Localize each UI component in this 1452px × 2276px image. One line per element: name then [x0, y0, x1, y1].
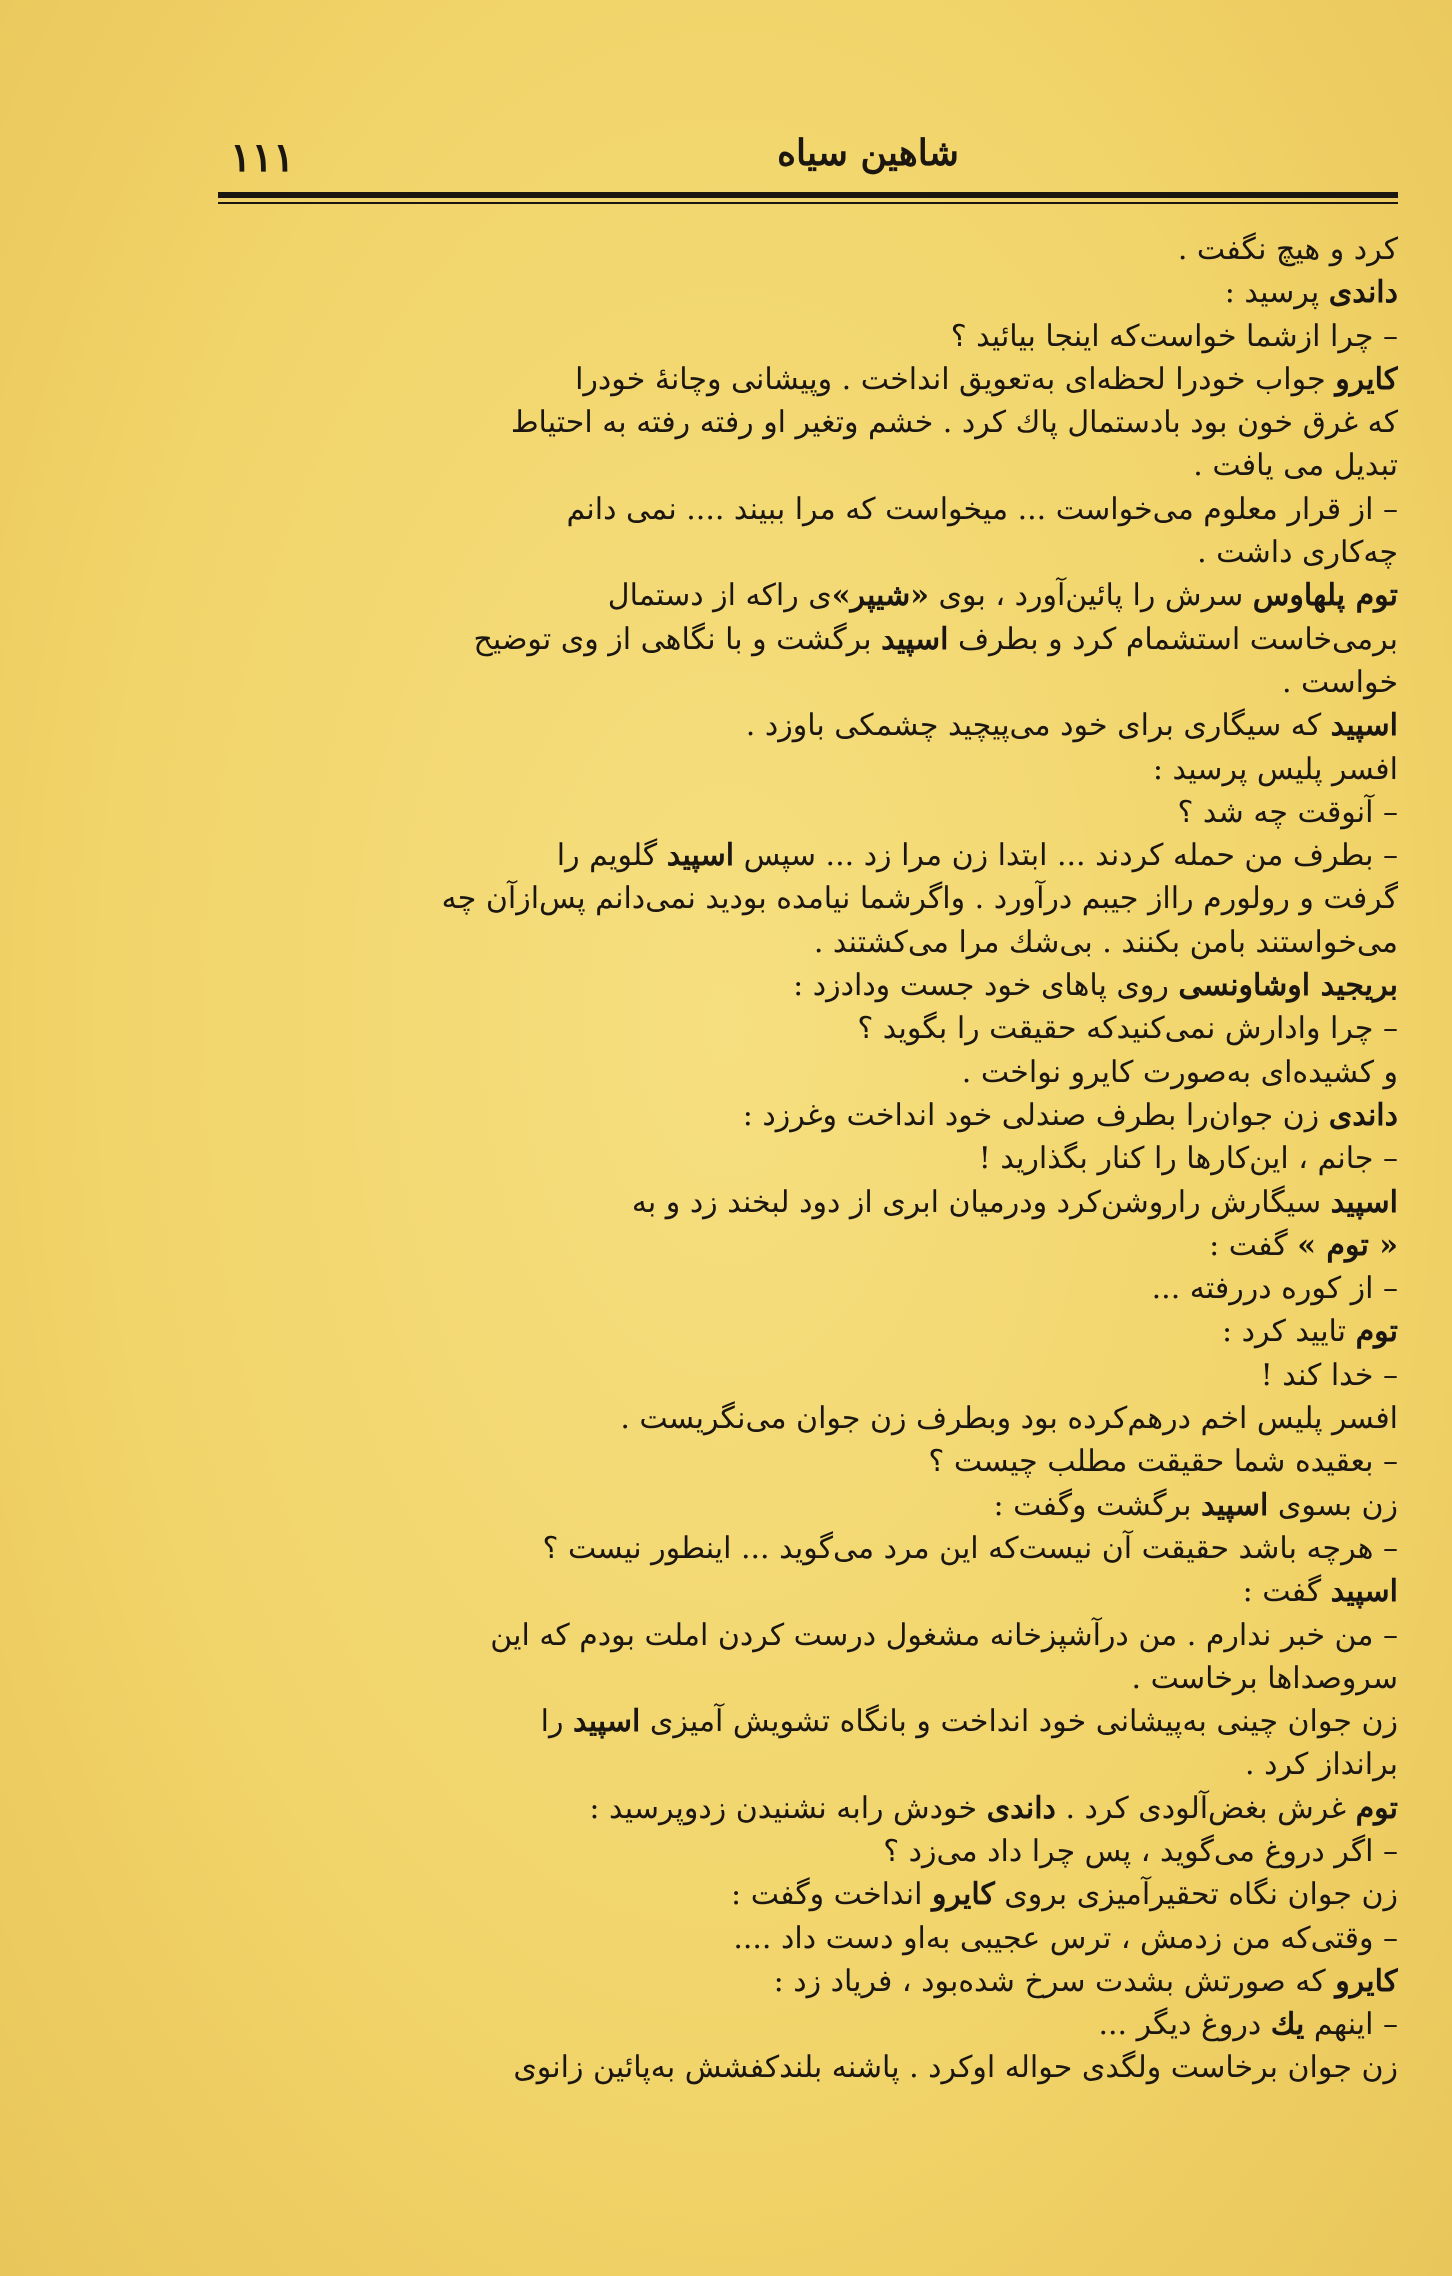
text-line: تبدیل می یافت .: [1193, 448, 1398, 484]
bold-name: توم پلهاوس: [1252, 578, 1398, 614]
bold-name: اسپید: [1330, 1574, 1398, 1610]
text-line: – از کوره دررفته ...: [1151, 1271, 1398, 1307]
text-line: – هرچه باشد حقیقت آن نیست‌که این مرد می‌گوید ... اینطور نیست ؟: [542, 1530, 1398, 1566]
text-line: داندی پرسید :: [1224, 275, 1398, 311]
text-line: و کشیده‌ای به‌صورت کایرو نواخت .: [961, 1054, 1398, 1090]
text-line: می‌خواستند بامن بکنند . بی‌شك مرا می‌کشتند .: [813, 924, 1398, 960]
bold-name: اسپید: [573, 1704, 641, 1740]
text-line: توم غرش بغض‌آلودی کرد . داندی خودش رابه نشنیدن زدوپرسید :: [589, 1790, 1398, 1826]
text-line: – وقتی‌که من زدمش ، ترس عجیبی به‌او دست داد ....: [733, 1920, 1398, 1956]
bold-name: توم: [1355, 1314, 1398, 1350]
text-line: زن بسوی اسپید برگشت وگفت :: [993, 1487, 1398, 1523]
text-line: زن جوان چینی به‌پیشانی خود انداخت و بانگاه تشویش آمیزی اسپید را: [540, 1704, 1398, 1740]
text-line: – از قرار معلوم می‌خواست ... میخواست که مرا ببیند .... نمی دانم: [566, 491, 1398, 527]
bold-name: داندی: [986, 1790, 1056, 1826]
text-line: – اینهم یك دروغ دیگر ...: [1098, 2007, 1398, 2043]
bold-name: یك: [1270, 2007, 1305, 2043]
bold-name: اسپید: [1330, 708, 1398, 744]
bold-name: کایرو: [931, 1877, 995, 1913]
text-line: – اگر دروغ می‌گوید ، پس چرا داد می‌زد ؟: [883, 1833, 1398, 1869]
text-line: توم پلهاوس سرش را پائین‌آورد ، بوی «شیپر»ی راکه از دستمال: [607, 578, 1398, 614]
bold-name: کایرو: [1335, 361, 1398, 397]
text-line: – خدا کند !: [1260, 1357, 1398, 1393]
text-line: چه‌کاری داشت .: [1197, 535, 1398, 571]
text-line: – آنوقت چه شد ؟: [1177, 794, 1398, 830]
text-line: برانداز کرد .: [1245, 1747, 1398, 1783]
text-line: زن جوان نگاه تحقیرآمیزی بروی کایرو انداخت وگفت :: [731, 1877, 1398, 1913]
bold-name: داندی: [1328, 1097, 1398, 1133]
header-rule-thin: [218, 202, 1398, 204]
text-line: که غرق خون بود بادستمال پاك كرد . خشم وتغیر او رفته رفته به احتیاط: [510, 405, 1398, 441]
running-title: شاهین سیاه: [777, 132, 959, 174]
bold-name: داندی: [1328, 275, 1398, 311]
text-line: زن جوان برخاست ولگدی حواله اوکرد . پاشنه بلندکفشش به‌پائین زانوی: [513, 2050, 1398, 2086]
body-text: [222, 228, 1398, 2090]
text-line: « توم » گفت :: [1209, 1227, 1398, 1263]
page-number: ۱۱۱: [230, 134, 295, 181]
text-line: توم تایید کرد :: [1222, 1314, 1398, 1350]
text-line: افسر پلیس پرسید :: [1152, 751, 1398, 787]
bold-name: کایرو: [1335, 1963, 1398, 1999]
text-line: – چرا وادارش نمی‌کنیدکه حقیقت را بگوید ؟: [857, 1011, 1398, 1047]
bold-name: «شیپر»: [831, 578, 929, 614]
text-line: اسپید گفت :: [1242, 1574, 1398, 1610]
header-rule: [218, 192, 1398, 198]
text-line: کایرو که صورتش بشدت سرخ شده‌بود ، فریاد زد :: [773, 1963, 1398, 1999]
text-line: – بعقیده شما حقیقت مطلب چیست ؟: [928, 1444, 1398, 1480]
bold-name: اسپید: [1330, 1184, 1398, 1220]
text-line: – بطرف من حمله کردند ... ابتدا زن مرا زد ... سپس اسپید گلویم را: [556, 838, 1398, 874]
text-line: برمی‌خاست استشمام كرد و بطرف اسپید برگشت و با نگاهی از وی توضیح: [473, 621, 1398, 657]
text-line: اسپید سیگارش راروشن‌کرد ودرمیان ابری از دود لبخند زد و به: [631, 1184, 1398, 1220]
text-line: – جانم ، این‌کارها را کنار بگذارید !: [978, 1141, 1398, 1177]
text-line: داندی زن جوان‌را بطرف صندلی خود انداخت وغرزد :: [742, 1097, 1398, 1133]
text-line: – چرا ازشما خواست‌که اینجا بیائید ؟: [950, 318, 1398, 354]
text-line: کایرو جواب خودرا لحظه‌ای به‌تعویق انداخت . وپیشانی وچانهٔ خودرا: [575, 361, 1398, 397]
bold-name: « توم »: [1297, 1227, 1398, 1263]
text-line: کرد و هیچ نگفت .: [1177, 232, 1398, 267]
bold-name: توم: [1355, 1790, 1398, 1826]
text-line: – من خبر ندارم . من درآشپزخانه مشغول درست کردن املت بودم که این: [490, 1617, 1398, 1653]
text-line: افسر پلیس اخم درهم‌کرده بود وبطرف زن جوان می‌نگریست .: [620, 1401, 1398, 1437]
page-header: [218, 128, 1398, 188]
text-line: سروصداها برخاست .: [1131, 1660, 1398, 1696]
text-line: بریجید اوشاونسی روی پاهای خود جست ودادزد :: [793, 968, 1398, 1004]
text-line: خواست .: [1281, 664, 1398, 700]
bold-name: اسپید: [666, 838, 735, 874]
bold-name: اسپید: [881, 621, 949, 657]
bold-name: اسپید: [1200, 1487, 1269, 1523]
text-line: گرفت و رولورم رااز جیبم درآورد . واگرشما نیامده بودید نمی‌دانم پس‌ازآن چه: [441, 881, 1398, 917]
text-line: اسپید که سیگاری برای خود می‌پیچید چشمکی باوزد .: [745, 708, 1398, 744]
bold-name: بریجید اوشاونسی: [1178, 968, 1398, 1004]
